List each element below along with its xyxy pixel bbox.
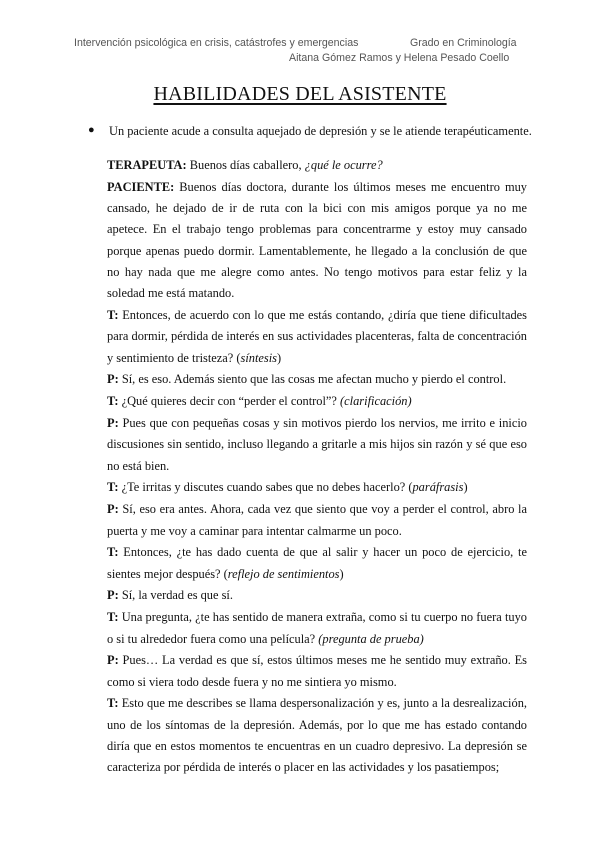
speaker-label: T: (107, 480, 119, 495)
technique-note: ¿qué le ocurre? (304, 158, 383, 172)
bullet-text: Un paciente acude a consulta aquejado de depresión y se le atiende terapéuticamente. (109, 124, 532, 138)
turn-text: Pues… La verdad es que sí, estos últimos meses me he sentido muy extraño. Es como si viera todo desde fuera y no me sintiera yo mismo. (107, 653, 527, 689)
bullet-icon: ● (88, 124, 95, 136)
speaker-label: TERAPEUTA: (107, 158, 187, 172)
header-authors: Aitana Gómez Ramos y Helena Pesado Coello (289, 52, 510, 64)
technique-note: síntesis (240, 350, 277, 365)
dialogue-turn (107, 413, 527, 477)
closing-paren: ) (463, 480, 468, 495)
dialogue-turn (107, 155, 527, 176)
turn-text: Sí, eso era antes. Ahora, cada vez que siento que voy a perder el control, abro la puerta y me voy a caminar para intentar calmarme un poco. (107, 502, 527, 538)
speaker-label: P: (107, 416, 119, 431)
turn-text: Sí, es eso. Además siento que las cosas me afectan mucho y pierdo el control. (121, 372, 507, 387)
speaker-label: P: (107, 653, 119, 668)
speaker-label: P: (107, 372, 119, 387)
dialogue-turn (107, 585, 527, 606)
technique-note: reflejo de sentimientos (227, 566, 340, 581)
turn-text: Buenos días doctora, durante los últimos meses me encuentro muy cansado, he dejado de ir de ruta con la bici con mis amigos porque ya no me apetece. En el trabajo tengo problemas para concentrarme y estoy muy cansado porque apenas puedo dormir. Lamentablemente, he llegado a la conclusión de que no hay nada que me alegre como antes. No tengo motivos para estar feliz y la soledad me está matando. (107, 179, 527, 301)
dialogue-turn (107, 305, 527, 369)
turn-text: Una pregunta, ¿te has sentido de manera extraña, como si tu cuerpo no fuera tuyo o si tu alrededor fuera como una película? (107, 610, 527, 646)
dialogue-turn (107, 391, 527, 412)
speaker-label: P: (107, 502, 119, 517)
header-degree: Grado en Criminología (410, 37, 517, 49)
technique-note: (clarificación) (340, 394, 412, 409)
dialogue-turn (107, 477, 527, 498)
closing-paren: ) (277, 350, 282, 365)
dialogue (107, 155, 527, 779)
turn-text: Sí, la verdad es que sí. (121, 588, 233, 603)
turn-text: Buenos días caballero, (189, 158, 302, 172)
dialogue-turn (107, 499, 527, 542)
turn-text: Esto que me describes se llama despersonalización y es, junto a la desrealización, uno de los síntomas de la depresión. Además, por lo que me has estado contando diría que en estos momentos te encuentras en un cuadro depresivo. La depresión se caracteriza por pérdida de interés o placer en las actividades y los pasatiempos; (107, 696, 527, 775)
speaker-label: T: (107, 308, 119, 323)
dialogue-turn (107, 693, 527, 778)
turn-text: Entonces, de acuerdo con lo que me estás contando, ¿diría que tiene dificultades para dormir, pérdida de interés en sus actividades placenteras, falta de concentración y sentimiento de tristeza? ( (107, 308, 527, 365)
speaker-label: T: (107, 394, 119, 409)
dialogue-turn (107, 369, 527, 390)
speaker-label: T: (107, 610, 119, 625)
dialogue-turn (107, 650, 527, 693)
turn-text: Pues que con pequeñas cosas y sin motivos pierdo los nervios, me irrito e inicio discusiones sin sentido, incluso llegando a gritarle a mis hijos sin razón y sé que eso no está bien. (107, 416, 527, 473)
header-course: Intervención psicológica en crisis, catástrofes y emergencias (74, 37, 359, 49)
dialogue-turn (107, 542, 527, 585)
document-title: HABILIDADES DEL ASISTENTE (153, 83, 447, 105)
technique-note: (pregunta de prueba) (318, 631, 424, 646)
turn-text: ¿Qué quieres decir con “perder el control”? (121, 394, 337, 409)
technique-note: paráfrasis (412, 480, 464, 495)
speaker-label: P: (107, 588, 119, 603)
dialogue-turn (107, 177, 527, 305)
closing-paren: ) (339, 566, 344, 581)
speaker-label: PACIENTE: (107, 179, 175, 194)
speaker-label: T: (107, 545, 119, 560)
speaker-label: T: (107, 696, 119, 711)
turn-text: ¿Te irritas y discutes cuando sabes que no debes hacerlo? ( (121, 480, 413, 495)
dialogue-turn (107, 607, 527, 650)
turn-text: Entonces, ¿te has dado cuenta de que al salir y hacer un poco de ejercicio, te sientes mejor después? ( (107, 545, 527, 581)
